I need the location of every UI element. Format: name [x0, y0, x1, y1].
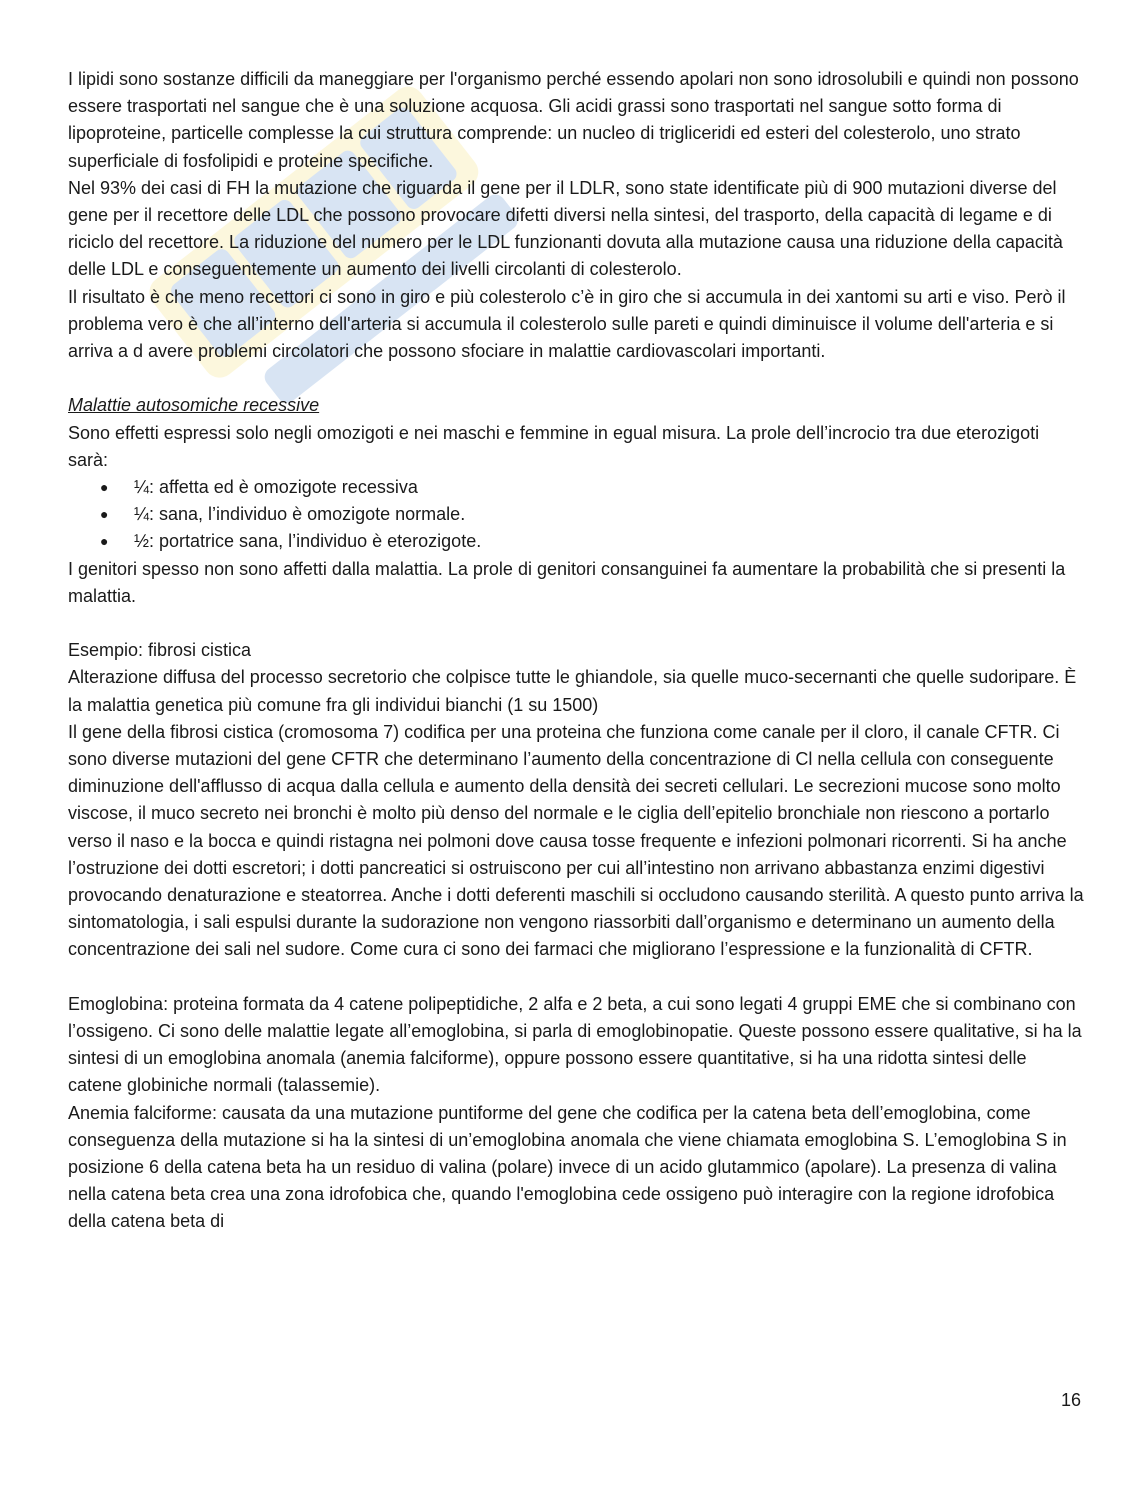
spacer [68, 610, 1084, 637]
paragraph-fibrosi-2: Il gene della fibrosi cistica (cromosoma 7) codifica per una proteina che funziona come canale per il cloro, il canale CFTR. Ci sono diverse mutazioni del gene CFTR che determinano l’aumento della concentrazione di Cl nella cellula con conseguente diminuzione dell'afflusso di acqua dalla cellula e aumento della densità dei secreti cellulari. Le secrezioni mucose sono molto viscose, il muco secreto nei bronchi è molto più denso del normale e le ciglia dell’epitelio bronchiale non riescono a portarlo verso il naso e la bocca e quindi ristagna nei polmoni dove causa tosse frequente e infezioni polmonari ricorrenti. Si ha anche l’ostruzione dei dotti escretori; i dotti pancreatici si ostruiscono per cui all’intestino non arrivano abbastanza enzimi digestivi provocando denaturazione e steatorrea. Anche i dotti deferenti maschili si occludono causando sterilità. A questo punto arriva la sintomatologia, i sali espulsi durante la sudorazione non vengono riassorbiti dall’organismo e determinano un aumento della concentrazione dei sali nel sudore. Come cura ci sono dei farmaci che migliorano l’espressione e la funzionalità di CFTR. [68, 721, 1084, 960]
paragraph-recessive-intro: Sono effetti espressi solo negli omozigoti e nei maschi e femmine in egual misura. La prole dell’incrocio tra due eterozigoti sarà: [68, 422, 1040, 470]
list-item: ● ¼: affetta ed è omozigote recessiva [98, 474, 1084, 501]
paragraph-risultato: Il risultato è che meno recettori ci sono in giro e più colesterolo c’è in giro che si accumula in dei xantomi su arti e viso. Però il problema vero è che all’interno dell'arteria si accumula il colesterolo sulle pareti e quindi diminuisce il volume dell'arteria e si arriva a d avere problemi circolatori che possono sfociare in malattie cardiovascolari importanti. [68, 286, 1066, 362]
paragraph-emoglobina: Emoglobina: proteina formata da 4 catene polipeptidiche, 2 alfa e 2 beta, a cui sono legati 4 gruppi EME che si combinano con l’ossigeno. Ci sono delle malattie legate all’emoglobina, si parla di emoglobinopatie. Queste possono essere qualitative, si ha la sintesi di un emoglobina anomala (anemia falciforme), oppure possono essere quantitative, si ha una ridotta sintesi delle catene globiniche normali (talassemie). [68, 993, 1082, 1096]
list-item: ● ½: portatrice sana, l’individuo è eterozigote. [98, 528, 1084, 555]
paragraph-recessive-outro: I genitori spesso non sono affetti dalla malattia. La prole di genitori consanguinei fa aumentare la probabilità che si presenti la malattia. [68, 558, 1066, 606]
paragraph-fibrosi-1: Alterazione diffusa del processo secretorio che colpisce tutte le ghiandole, sia quelle muco-secernanti che quelle sudoripare. È la malattia genetica più comune fra gli individui bianchi (1 su 1500) [68, 667, 1077, 715]
paragraph-anemia-falciforme: Anemia falciforme: causata da una mutazione puntiforme del gene che codifica per la catena beta dell’emoglobina, come conseguenza della mutazione si ha la sintesi di un’emoglobina anomala che viene chiamata emoglobina S. L’emoglobina S in posizione 6 della catena beta ha un residuo di valina (polare) invece di un acido glutammico (apolare). La presenza di valina nella catena beta crea una zona idrofobica che, quando l'emoglobina cede ossigeno può interagire con la regione idrofobica della catena beta di [68, 1102, 1067, 1232]
bullet-list-probabilities [68, 474, 1084, 556]
page-number: 16 [1060, 1390, 1081, 1410]
paragraph-lipidi: I lipidi sono sostanze difficili da maneggiare per l'organismo perché essendo apolari non sono idrosolubili e quindi non possono essere trasportati nel sangue che è una soluzione acquosa. Gli acidi grassi sono trasportati nel sangue sotto forma di lipoproteine, particelle complesse la cui struttura comprende: un nucleo di trigliceridi ed esteri del colesterolo, uno strato superficiale di fosfolipidi e proteine specifiche. [68, 69, 1079, 171]
document-body [68, 66, 1084, 1236]
paragraph-fh-mutazione: Nel 93% dei casi di FH la mutazione che riguarda il gene per il LDLR, sono state identificate più di 900 mutazioni diverse del gene per il recettore delle LDL che possono provocare difetti diversi nella sintesi, del trasporto, della capacità di legame e di riciclo del recettore. La riduzione del numero per le LDL funzionanti dovuta alla mutazione causa una riduzione della capacità delle LDL e conseguentemente un aumento dei livelli circolanti di colesterolo. [68, 177, 1063, 280]
list-item: ● ¼: sana, l’individuo è omozigote normale. [98, 501, 1084, 528]
spacer [68, 964, 1084, 991]
spacer [68, 365, 1084, 392]
section-heading-recessive: Malattie autosomiche recessive [68, 395, 320, 416]
section-title-fibrosi: Esempio: fibrosi cistica [68, 640, 252, 661]
